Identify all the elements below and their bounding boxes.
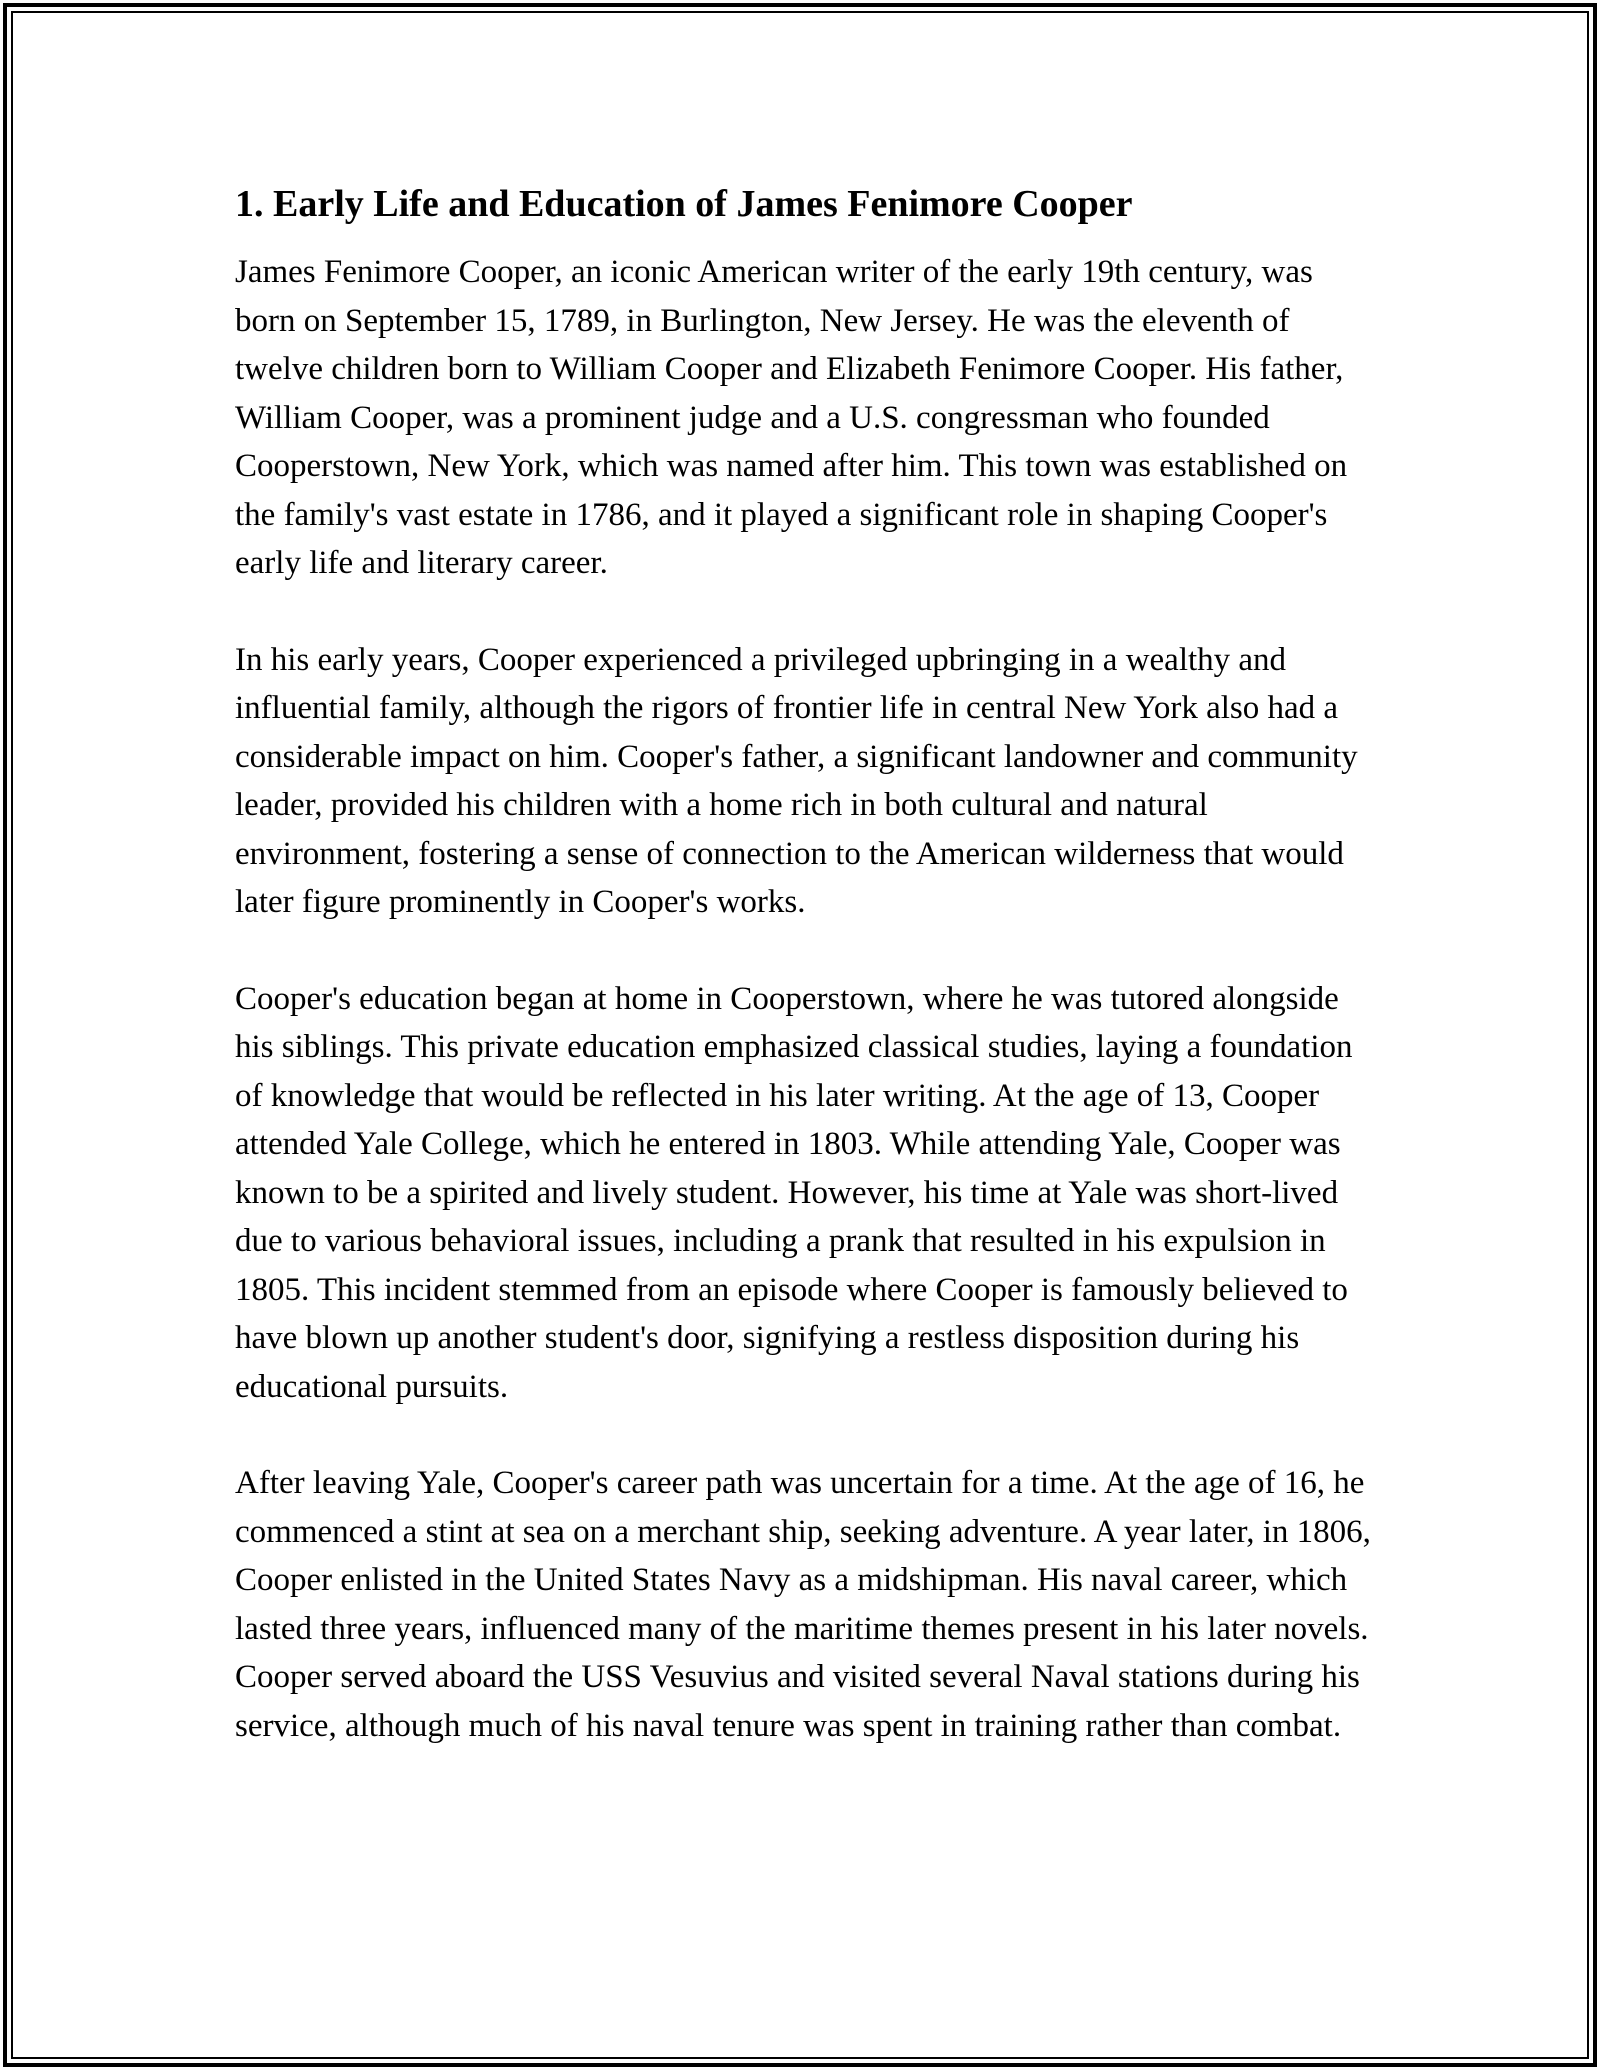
document-body (235, 180, 1375, 1798)
paragraph-naval-career: After leaving Yale, Cooper's career path was uncertain for a time. At the age of 16, he commenced a stint at sea on a merchant ship, seeking adventure. A year later, in 1806, Cooper enlisted in the United States Navy as a midshipman. His naval career, which lasted three years, influenced many of the maritime themes present in his later novels. Cooper served aboard the USS Vesuvius and visited several Naval stations during his service, although much of his naval tenure was spent in training rather than combat. (235, 1465, 1371, 1744)
section-heading: 1. Early Life and Education of James Fenimore Cooper (235, 183, 1133, 225)
paragraph-education: Cooper's education began at home in Cooperstown, where he was tutored alongside his siblings. This private education emphasized classical studies, laying a foundation of knowledge that would be reflected in his later writing. At the age of 13, Cooper attended Yale College, which he entered in 1803. While attending Yale, Cooper was known to be a spirited and lively student. However, his time at Yale was short-lived due to various behavioral issues, including a prank that resulted in his expulsion in 1805. This incident stemmed from an episode where Cooper is famously believed to have blown up another student's door, signifying a restless disposition during his educational pursuits. (235, 980, 1353, 1405)
paragraph-early-years: In his early years, Cooper experienced a privileged upbringing in a wealthy and influential family, although the rigors of frontier life in central New York also had a considerable impact on him. Cooper's father, a significant landowner and community leader, provided his children with a home rich in both cultural and natural environment, fostering a sense of connection to the American wilderness that would later figure prominently in Cooper's works. (235, 641, 1358, 920)
paragraph-birth-family: James Fenimore Cooper, an iconic American writer of the early 19th century, was born on September 15, 1789, in Burlington, New Jersey. He was the eleventh of twelve children born to William Cooper and Elizabeth Fenimore Cooper. His father, William Cooper, was a prominent judge and a U.S. congressman who founded Cooperstown, New York, which was named after him. This town was established on the family's vast estate in 1786, and it played a significant role in shaping Cooper's early life and literary career. (235, 254, 1348, 581)
